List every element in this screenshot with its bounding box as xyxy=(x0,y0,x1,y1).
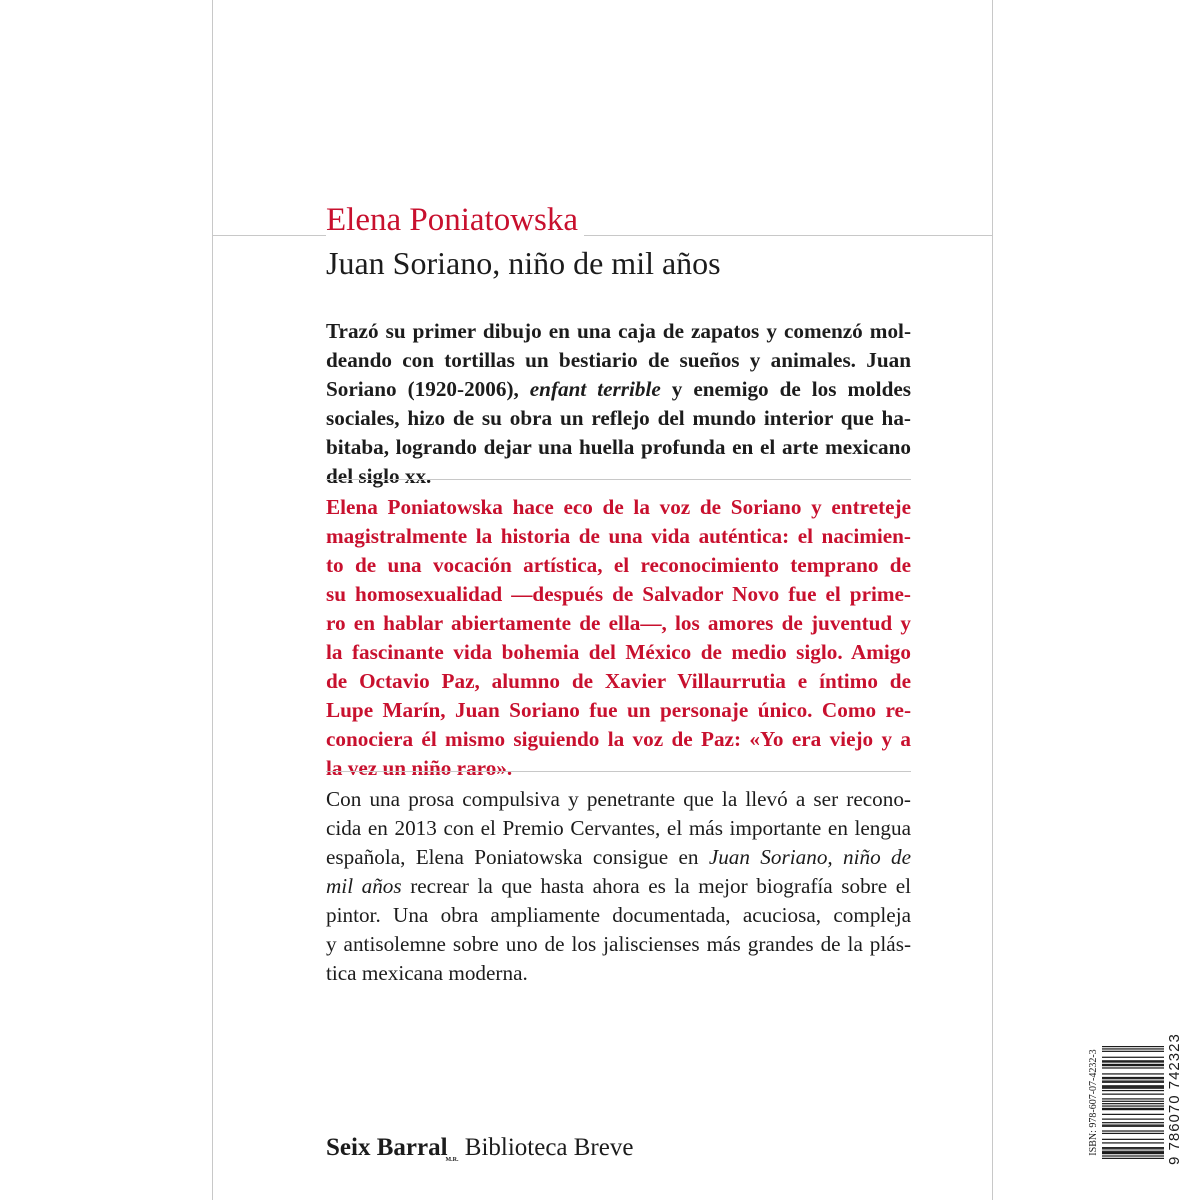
barcode-bar xyxy=(1102,1077,1164,1078)
text-line: ro en hablar abiertamente de ella—, los amores de juventud y xyxy=(326,611,911,635)
synopsis-paragraph-3 xyxy=(326,785,911,988)
text-line: mil años recrear la que hasta ahora es la mejor biografía sobre el xyxy=(326,874,911,898)
barcode-bar xyxy=(1102,1109,1164,1110)
ean-number: 9 786070 742323 xyxy=(1166,1033,1183,1165)
book-title: Juan Soriano, niño de mil años xyxy=(326,245,721,281)
barcode-bar xyxy=(1102,1153,1164,1154)
barcode-bar xyxy=(1102,1080,1164,1081)
barcode-bar xyxy=(1102,1133,1164,1134)
registered-mark: M.R. xyxy=(445,1157,459,1163)
barcode-bar xyxy=(1102,1094,1164,1095)
barcode-bar xyxy=(1102,1088,1164,1089)
barcode-bar xyxy=(1102,1151,1164,1152)
publisher-brand: Seix Barral xyxy=(326,1134,448,1161)
barcode-bar xyxy=(1102,1046,1164,1047)
barcode-bar xyxy=(1102,1101,1164,1102)
barcode-bar xyxy=(1102,1057,1164,1058)
barcode-bar xyxy=(1102,1085,1164,1086)
publisher-imprint xyxy=(326,1133,633,1175)
text-line: magistralmente la historia de una vida auténtica: el nacimien- xyxy=(326,524,911,548)
barcode-bar xyxy=(1102,1073,1164,1074)
divider xyxy=(326,479,911,480)
text-line: la vez un niño raro». xyxy=(326,756,513,780)
text-line: española, Elena Poniatowska consigue en Juan Soriano, niño de xyxy=(326,845,911,869)
synopsis-paragraph-1 xyxy=(326,317,911,491)
text-line: sociales, hizo de su obra un reflejo del mundo interior que ha- xyxy=(326,406,911,430)
barcode-bar xyxy=(1102,1048,1164,1049)
text-line: la fascinante vida bohemia del México de medio siglo. Amigo xyxy=(326,640,911,664)
italic-term: enfant terrible xyxy=(529,377,661,401)
isbn-barcode xyxy=(1088,1033,1188,1165)
barcode-bar xyxy=(1102,1147,1164,1148)
barcode-bar xyxy=(1102,1139,1164,1140)
book-back-cover xyxy=(212,0,1183,1200)
text-line: del siglo xx. xyxy=(326,464,432,488)
text-line: de Octavio Paz, alumno de Xavier Villaurrutia e íntimo de xyxy=(326,669,911,693)
barcode-bar xyxy=(1102,1114,1164,1115)
text-line: Lupe Marín, Juan Soriano fue un personaje único. Como re- xyxy=(326,698,911,722)
text-line: y antisolemne sobre uno de los jaliscienses más grandes de la plás- xyxy=(326,932,911,956)
text-line: Soriano (1920-2006), enfant terrible y enemigo de los moldes xyxy=(326,377,912,401)
barcode-bars xyxy=(1102,1046,1164,1159)
text-line: deando con tortillas un bestiario de sueños y animales. Juan xyxy=(326,348,911,372)
barcode-bar xyxy=(1102,1078,1164,1079)
barcode-bar xyxy=(1102,1119,1164,1120)
barcode-bar xyxy=(1102,1060,1164,1061)
barcode-bar xyxy=(1102,1061,1164,1062)
text-line: Trazó su primer dibujo en una caja de zapatos y comenzó mol- xyxy=(326,319,911,343)
barcode-bar xyxy=(1102,1086,1164,1087)
barcode-bar xyxy=(1102,1158,1164,1159)
barcode-bar xyxy=(1102,1098,1164,1099)
text-line: pintor. Una obra ampliamente documentada, acuciosa, compleja xyxy=(326,903,911,927)
barcode-bar xyxy=(1102,1142,1164,1143)
barcode-bar xyxy=(1102,1130,1164,1131)
barcode-bar xyxy=(1102,1065,1164,1066)
barcode-bar xyxy=(1102,1124,1164,1125)
text-line: Con una prosa compulsiva y penetrante que la llevó a ser recono- xyxy=(326,787,911,811)
barcode-bar xyxy=(1102,1152,1164,1153)
author-name: Elena Poniatowska xyxy=(326,200,584,240)
text-line: su homosexualidad —después de Salvador Novo fue el prime- xyxy=(326,582,911,606)
barcode-bar xyxy=(1102,1105,1164,1106)
barcode-bar xyxy=(1102,1051,1164,1052)
text-line: to de una vocación artística, el reconocimiento temprano de xyxy=(326,553,911,577)
barcode-bar xyxy=(1102,1067,1164,1068)
barcode-bar xyxy=(1102,1108,1164,1109)
isbn-label: ISBN: 978-607-07-4232-3 xyxy=(1088,1049,1099,1156)
barcode-bar xyxy=(1102,1126,1164,1127)
barcode-bar xyxy=(1102,1103,1164,1104)
text-line: conociera él mismo siguiendo la voz de Paz: «Yo era viejo y a xyxy=(326,727,911,751)
barcode-bar xyxy=(1102,1155,1164,1156)
text-line: bitaba, logrando dejar una huella profunda en el arte mexicano xyxy=(326,435,911,459)
italic-title: mil años xyxy=(326,874,402,898)
text-line: cida en 2013 con el Premio Cervantes, el más importante en lengua xyxy=(326,816,911,840)
divider xyxy=(326,771,911,772)
barcode-bar xyxy=(1102,1090,1164,1091)
barcode-bar xyxy=(1102,1082,1164,1083)
barcode-bar xyxy=(1102,1064,1164,1065)
synopsis-paragraph-2 xyxy=(326,493,911,783)
collection-name: Biblioteca Breve xyxy=(464,1134,634,1161)
text-line: tica mexicana moderna. xyxy=(326,961,528,985)
text-line: Elena Poniatowska hace eco de la voz de Soriano y entreteje xyxy=(326,495,911,519)
barcode-bar xyxy=(1102,1122,1164,1123)
barcode-bar xyxy=(1102,1148,1164,1149)
italic-title: Juan Soriano, niño de xyxy=(708,845,911,869)
